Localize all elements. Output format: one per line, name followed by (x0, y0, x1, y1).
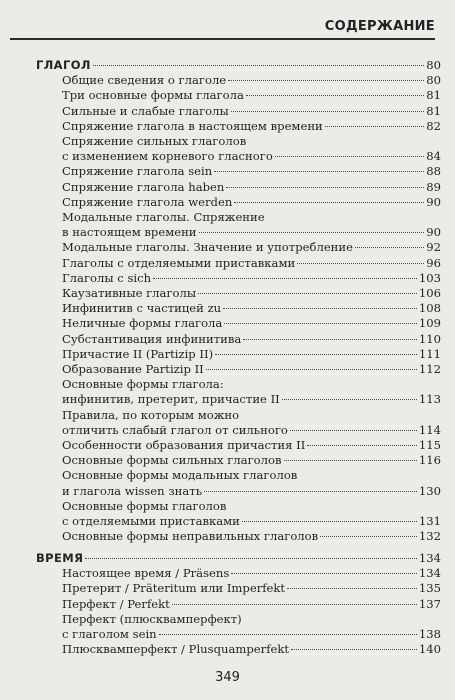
page-ref: 135 (418, 581, 441, 596)
dot-leader (172, 604, 417, 605)
page-ref: 131 (418, 514, 441, 528)
entry-text: Перфект (плюсквамперфект) (62, 611, 242, 626)
entry-text: с отделяемыми приставками (62, 514, 240, 528)
dot-leader (93, 65, 424, 66)
dot-leader (297, 263, 424, 264)
page-ref: 115 (418, 438, 441, 452)
page-ref: 111 (418, 346, 441, 361)
dot-leader (226, 187, 424, 188)
page-ref: 81 (426, 103, 441, 118)
entry-text: Сильные и слабые глаголы (62, 103, 229, 118)
entry-text: отличить слабый глагол от сильного (62, 422, 288, 437)
section-title: ГЛАГОЛ (36, 58, 91, 72)
dot-leader (320, 536, 417, 537)
page-ref: 103 (418, 270, 441, 285)
page-ref: 132 (418, 529, 441, 544)
entry-text: Перфект / Perfekt (62, 596, 170, 611)
entry-text: Каузативные глаголы (62, 286, 197, 300)
page-ref: 134 (418, 566, 441, 581)
dot-leader (214, 171, 424, 172)
dot-leader (325, 126, 424, 127)
page-ref: 106 (418, 286, 441, 300)
dot-leader (284, 460, 417, 461)
entry-text: Причастие II (Partizip II) (62, 346, 214, 361)
dot-leader (198, 293, 417, 294)
page-ref: 134 (418, 551, 441, 565)
entry-text: Общие сведения о глаголе (62, 73, 227, 88)
entry-text: Инфинитив с частицей zu (62, 301, 222, 316)
dot-leader (231, 111, 425, 112)
entry-text: Спряжение глагола werden (62, 194, 233, 209)
page-ref: 90 (426, 225, 441, 240)
section-title: ВРЕМЯ (36, 551, 84, 565)
entry-text: инфинитив, претерит, причастие II (62, 392, 280, 407)
dot-leader (355, 247, 424, 248)
dot-leader (282, 399, 417, 400)
page-ref: 114 (418, 422, 441, 437)
entry-text: Основные формы модальных глаголов (62, 468, 298, 483)
dot-leader (290, 430, 417, 431)
entry-text: с глаголом sein (62, 627, 157, 641)
entry-text: Модальные глаголы. Значение и употребление (62, 240, 353, 255)
page-ref: 140 (418, 642, 441, 657)
entry-text: Спряжение сильных глаголов (62, 134, 247, 148)
page-ref: 113 (418, 392, 441, 407)
page-number: 349 (215, 670, 240, 685)
dot-leader (199, 232, 425, 233)
page-ref: 92 (426, 240, 441, 255)
dot-leader (85, 558, 417, 559)
entry-text: Спряжение глагола haben (62, 179, 225, 194)
entry-text: Глаголы с sich (62, 270, 152, 285)
page-ref: 138 (418, 627, 441, 641)
entry-text: Спряжение глагола sein (62, 164, 213, 179)
page-ref: 96 (426, 255, 441, 270)
entry-text: Глаголы с отделяемыми приставками (62, 255, 296, 270)
page-ref: 88 (426, 164, 441, 179)
entry-text: Основные формы неправильных глаголов (62, 529, 319, 544)
entry-text: Образование Partizip II (62, 362, 204, 376)
dot-leader (206, 369, 417, 370)
entry-text: с изменением корневого гласного (62, 149, 273, 164)
entry-text: Особенности образования причастия II (62, 438, 306, 452)
dot-leader (242, 521, 417, 522)
dot-leader (215, 354, 417, 355)
entry-text: Неличные формы глагола (62, 316, 223, 331)
page-ref: 108 (418, 301, 441, 316)
entry-text: Основные формы глаголов (62, 498, 227, 513)
page-ref: 110 (418, 331, 441, 346)
entry-text: Плюсквамперфект / Plusquamperfekt (62, 642, 290, 657)
page-ref: 112 (418, 362, 441, 376)
dot-leader (224, 323, 417, 324)
dot-leader (307, 445, 417, 446)
entry-text: Модальные глаголы. Спряжение (62, 210, 265, 224)
entry-text: Претерит / Präteritum или Imperfekt (62, 581, 286, 596)
dot-leader (246, 95, 424, 96)
dot-leader (234, 202, 424, 203)
entry-text: Основные формы сильных глаголов (62, 453, 282, 468)
dot-leader (275, 156, 424, 157)
page-ref: 89 (426, 179, 441, 194)
dot-leader (291, 649, 417, 650)
entry-text: и глагола wissen знать (62, 483, 203, 498)
page-ref: 81 (426, 88, 441, 103)
entry-text: Спряжение глагола в настоящем времени (62, 118, 323, 133)
dot-leader (287, 588, 417, 589)
dot-leader (153, 278, 417, 279)
dot-leader (223, 308, 417, 309)
dot-leader (228, 80, 424, 81)
page-ref: 82 (426, 118, 441, 133)
entry-text: Основные формы глагола: (62, 377, 224, 392)
dot-leader (204, 491, 417, 492)
header-title: СОДЕРЖАНИЕ (324, 19, 435, 34)
dot-leader (231, 573, 417, 574)
entry-text: Субстантивация инфинитива (62, 331, 242, 346)
page-header (10, 8, 435, 40)
entry-text: в настоящем времени (62, 225, 197, 240)
entry-text: Настоящее время / Präsens (62, 566, 230, 581)
entry-text: Правила, по которым можно (62, 407, 240, 422)
entry-text: Три основные формы глагола (62, 88, 244, 103)
page-ref: 84 (426, 149, 441, 164)
page-ref: 116 (418, 453, 441, 468)
page-ref: 109 (418, 316, 441, 331)
page-ref: 137 (418, 596, 441, 611)
page-ref: 130 (418, 483, 441, 498)
dot-leader (243, 339, 417, 340)
dot-leader (159, 634, 417, 635)
page-ref: 90 (426, 194, 441, 209)
page-ref: 80 (426, 73, 441, 88)
page-ref: 80 (426, 58, 441, 72)
